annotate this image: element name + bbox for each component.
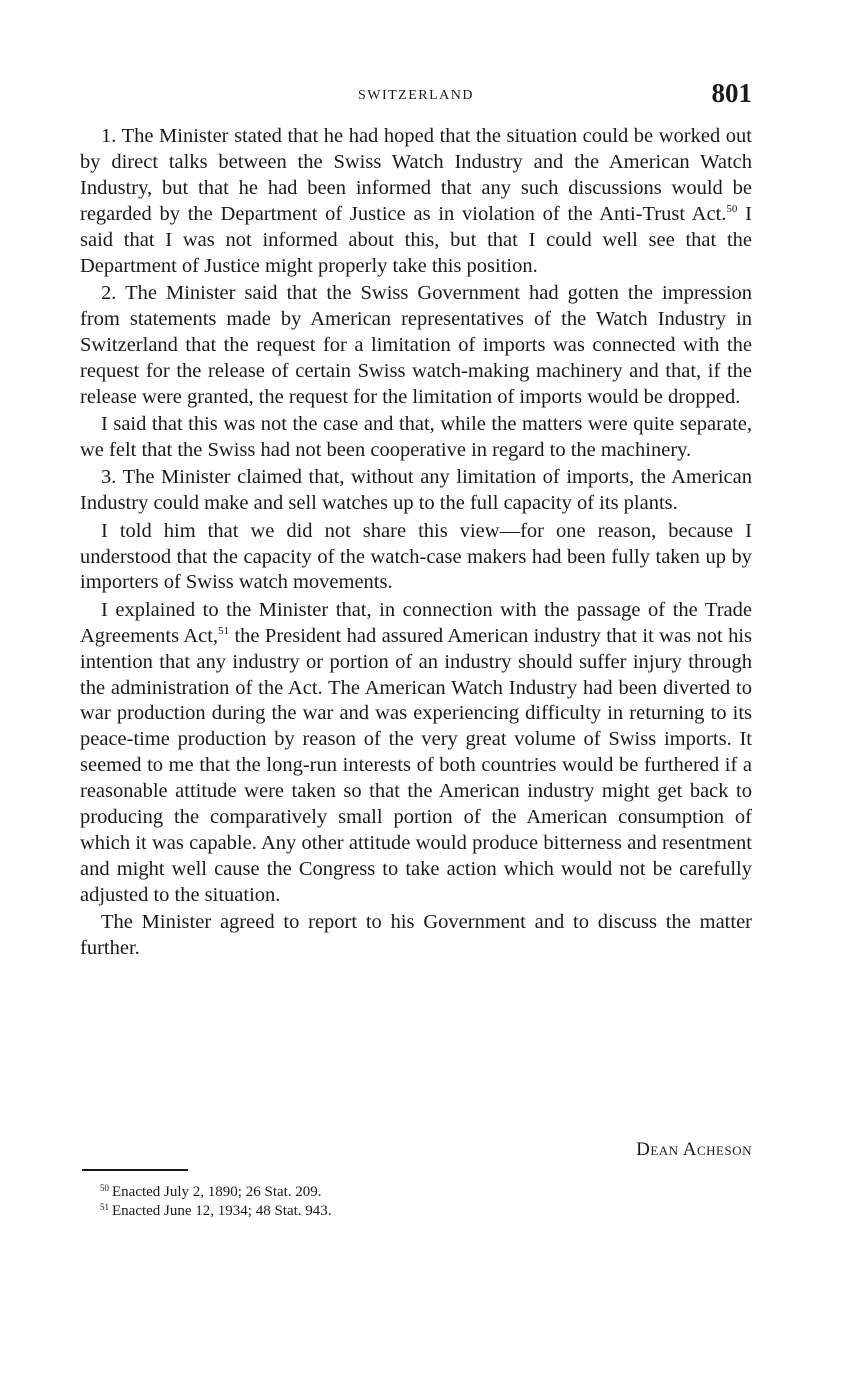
paragraph-6 <box>80 598 752 909</box>
paragraph-5: I told him that we did not share this view—for one reason, because I understood that the capacity of the watch-case makers had been fully taken up by importers of Swiss watch movements. <box>80 519 752 594</box>
footnote-51-mark: 51 <box>100 1202 109 1212</box>
paragraph-6-text: I explained to the Minister that, in connection with the passage of the Trade Agreements Act, <box>80 598 752 647</box>
paragraph-1-continuation: I said that I was not informed about this, but that I could well see that the Department of Justice might properly take this position. <box>80 202 752 277</box>
footnote-ref-50: 50 <box>726 202 738 215</box>
paragraph-1-text: 1. The Minister stated that he had hoped that the situation could be worked out by direct talks between the Swiss Watch Industry and the American Watch Industry, but that he had been informed that any such discussions would be regarded by the Department of Justice as in violation of the Anti-Trust Act. <box>80 125 752 225</box>
body-text <box>80 124 752 964</box>
footnotes <box>100 1183 332 1221</box>
footnote-50 <box>100 1183 332 1202</box>
paragraph-6-continuation: the President had assured American industry that it was not his intention that any industry or portion of an industry should suffer injury through the administration of the Act. The American Watch Industry had been diverted to war production during the war and was experiencing difficulty in returning to its peace-time production by reason of the very great volume of Swiss imports. It seemed to me that the long-run interests of both countries would be furthered if a reasonable attitude were taken so that the American industry might get back to producing the comparatively small portion of the American consumption of which it was capable. Any other attitude would produce bitterness and resentment and might well cause the Congress to take action which would not be carefully adjusted to the situation. <box>80 624 753 906</box>
page-number: 801 <box>711 78 752 108</box>
paragraph-3: I said that this was not the case and that, while the matters were quite separate, we felt that the Swiss had not been cooperative in regard to the machinery. <box>80 412 752 461</box>
footnote-50-mark: 50 <box>100 1183 109 1193</box>
footnote-51 <box>100 1202 332 1221</box>
footnote-rule <box>82 1169 188 1171</box>
footnote-51-text: Enacted June 12, 1934; 48 Stat. 943. <box>112 1203 332 1219</box>
paragraph-4: 3. The Minister claimed that, without any limitation of imports, the American Industry could make and sell watches up to the full capacity of its plants. <box>80 466 752 515</box>
paragraph-2: 2. The Minister said that the Swiss Government had gotten the impression from statements made by American representatives of the Watch Industry in Switzerland that the request for a limitation of imports was connected with the request for the release of certain Swiss watch-making machinery and that, if the release were granted, the request for the limitation of imports would be dropped. <box>80 281 752 408</box>
footnote-ref-51: 51 <box>218 624 230 637</box>
paragraph-7: The Minister agreed to report to his Government and to discuss the matter further. <box>80 911 752 960</box>
paragraph-1 <box>80 124 752 279</box>
running-title: SWITZERLAND <box>357 88 475 103</box>
footnote-50-text: Enacted July 2, 1890; 26 Stat. 209. <box>112 1184 322 1200</box>
running-head <box>80 78 752 112</box>
signature: Dean Acheson <box>636 1139 752 1160</box>
